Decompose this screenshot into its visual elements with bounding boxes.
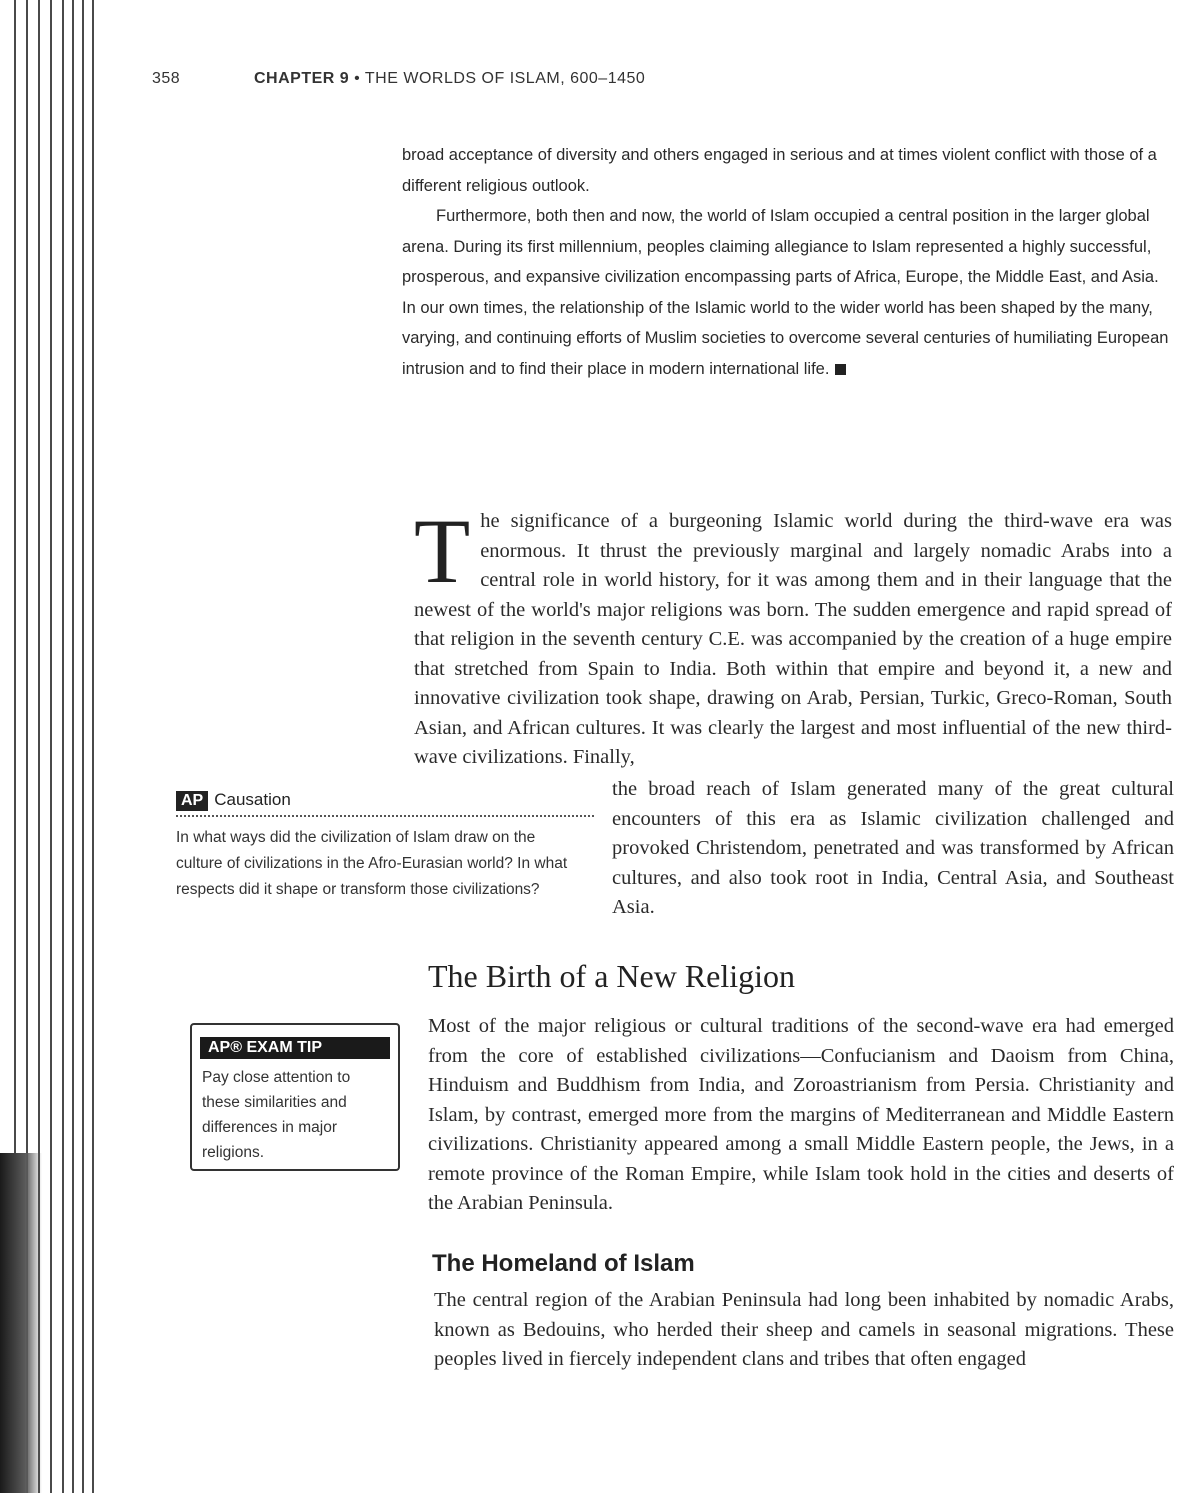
opening-paragraph-part-2: the broad reach of Islam generated many of the great cultural encounters of this era as Islamic civilization challenged and provoked Christendom, penetrated and was transformed by African cultures, and also took root in India, Central Asia, and Southeast Asia. [612,778,1174,918]
section-heading-birth: The Birth of a New Religion [428,958,796,994]
header-separator: • [354,70,361,87]
causation-label: Causation [214,790,291,809]
opening-paragraph-part-1: he significance of a burgeoning Islamic world during the third-wave era was enormous. It thrust the previously marginal and largely nomadic Arabs into a central role in world history, for it was among them and in their language that the newest of the world's major religions was born. The sudden emergence and rapid spread of that religion in the seventh century C.E. was accompanied by the creation of a huge empire that stretched from Spain to India. Both within that empire and beyond it, a new and innovative civilization took shape, drawing on Arab, Persian, Turkic, Greco-Roman, South Asian, and African cultures. It was clearly the largest and most influential of the new third-wave civilizations. Finally, [414,510,1172,768]
drop-cap: T [414,500,471,602]
ap-causation-sidebar [176,790,596,903]
page-number: 358 [152,70,181,87]
dotted-divider [176,815,594,817]
exam-tip-text: Pay close attention to these similarities and differences in major religions. [202,1069,351,1161]
intro-paragraph-2 [402,201,1172,384]
running-header [254,70,645,88]
intro-text [402,140,1172,384]
section-heading-homeland: The Homeland of Islam [432,1250,695,1277]
exam-tip-title: AP® EXAM TIP [200,1037,390,1059]
birth-paragraph: Most of the major religious or cultural traditions of the second-wave era had emerged from the core of established civilizations—Confucianism and Daoism from China, Hinduism and Buddhism from India, and Zoroastrianism from Persia. Christianity and Islam, by contrast, emerged more from the margins of Mediterranean and Middle Eastern civilizations. Christianity appeared among a small Middle Eastern people, the Jews, in a remote province of the Roman Empire, while Islam took hold in the cities and deserts of the Arabian Peninsula. [428,1015,1174,1214]
homeland-section-body [434,1286,1174,1375]
intro-paragraph-2-text: Furthermore, both then and now, the world of Islam occupied a central position in the larger global arena. During its first millennium, peoples claiming allegiance to Islam represented a highly successful, prosperous, and expansive civilization encompassing parts of Africa, Europe, the Middle East, and Asia. In our own times, the relationship of the Islamic world to the wider world has been shaped by the many, varying, and continuing efforts of Muslim societies to overcome several centuries of humiliating European intrusion and to find their place in modern international life. [402,207,1169,378]
birth-section-body [428,1012,1174,1219]
homeland-paragraph: The central region of the Arabian Peninsula had long been inhabited by nomadic Arabs, known as Bedouins, who herded their sheep and camels in seasonal migrations. These peoples lived in fiercely independent clans and tribes that often engaged [434,1289,1174,1370]
chapter-title: THE WORLDS OF ISLAM, 600–1450 [364,70,646,87]
opening-section [414,500,1172,773]
end-mark-icon [835,364,846,375]
opening-section-continued [612,775,1174,923]
causation-question: In what ways did the civilization of Islam draw on the culture of civilizations in the Afro-Eurasian world? In what respects did it shape or transform those civilizations? [176,829,568,898]
exam-tip-box [190,1023,400,1171]
book-page-edges [0,0,100,1493]
ap-badge: AP [176,791,208,811]
intro-paragraph-1: broad acceptance of diversity and others engaged in serious and at times violent conflict with those of a different religious outlook. [402,146,1157,195]
chapter-label: CHAPTER 9 [254,70,350,87]
